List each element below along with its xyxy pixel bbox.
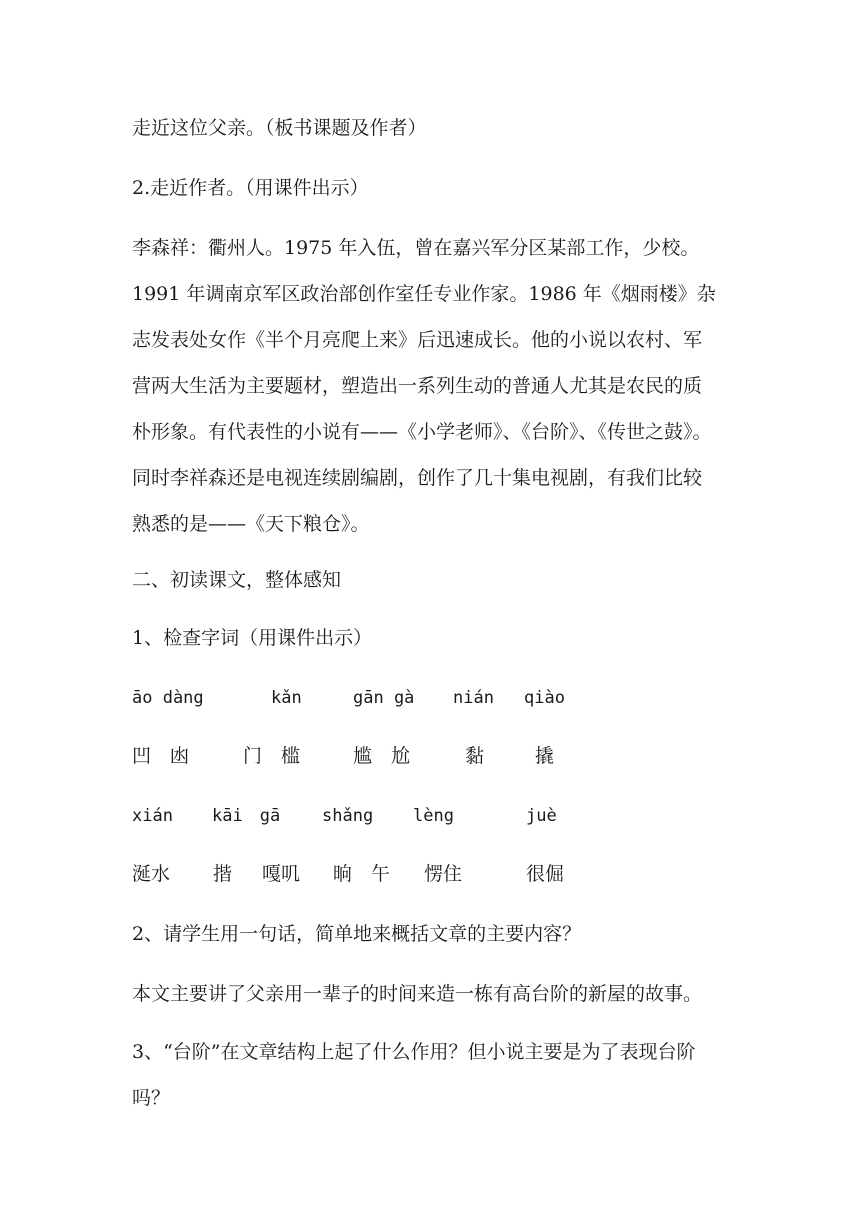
section-heading: 2.走近作者。（用课件出示） xyxy=(132,177,369,199)
vocab-word: 黏 xyxy=(465,745,485,767)
pinyin: xián xyxy=(132,806,173,826)
text-line: 1991 年调南京军区政治部创作室任专业作家。1986 年《烟雨楼》杂 xyxy=(132,283,716,305)
vocab-word: 撬 xyxy=(535,745,555,767)
pinyin: āo dàng xyxy=(132,688,204,708)
vocab-word: 门 槛 xyxy=(243,745,301,767)
question-line: 3、“台阶”在文章结构上起了什么作用？但小说主要是为了表现台阶 xyxy=(132,1041,696,1063)
vocab-word: 揩 xyxy=(213,863,233,885)
pinyin: kǎn xyxy=(271,688,302,708)
vocab-word: 很倔 xyxy=(526,863,565,885)
text-line: 志发表处女作《半个月亮爬上来》后迅速成长。他的小说以农村、军 xyxy=(132,329,703,351)
text-line: 营两大生活为主要题材，塑造出一系列生动的普通人尤其是农民的质 xyxy=(132,375,703,397)
pinyin: juè xyxy=(526,806,557,826)
pinyin: nián xyxy=(453,688,494,708)
text-line: 走近这位父亲。（板书课题及作者） xyxy=(132,117,427,139)
vocab-word: 尴 尬 xyxy=(353,745,411,767)
vocab-word: 愣住 xyxy=(424,863,463,885)
text-line: 朴形象。有代表性的小说有——《小学老师》、《台阶》、《传世之鼓》。 xyxy=(132,421,712,443)
vocab-word: 凹 凼 xyxy=(132,745,190,767)
pinyin: qiào xyxy=(524,688,565,708)
pinyin: lèng xyxy=(413,806,454,826)
text-line: 同时李祥森还是电视连续剧编剧，创作了几十集电视剧，有我们比较 xyxy=(132,467,703,489)
answer-line: 本文主要讲了父亲用一辈子的时间来造一栋有高台阶的新屋的故事。 xyxy=(132,983,703,1005)
text-line: 李森祥：衢州人。1975 年入伍，曾在嘉兴军分区某部工作，少校。 xyxy=(132,237,700,259)
vocab-word: 涎水 xyxy=(132,863,171,885)
pinyin: shǎng xyxy=(322,806,374,826)
pinyin: kāi gā xyxy=(212,806,281,826)
vocab-word: 晌 午 xyxy=(333,863,391,885)
section-heading: 二、初读课文，整体感知 xyxy=(132,569,342,591)
vocab-word: 嘎叽 xyxy=(262,863,301,885)
text-line: 熟悉的是——《天下粮仓》。 xyxy=(132,513,370,535)
question-line: 吗？ xyxy=(132,1087,171,1109)
section-heading: 1、检查字词（用课件出示） xyxy=(132,627,373,649)
pinyin: gān gà xyxy=(353,688,415,708)
question-line: 2、请学生用一句话，简单地来概括文章的主要内容？ xyxy=(132,923,582,945)
